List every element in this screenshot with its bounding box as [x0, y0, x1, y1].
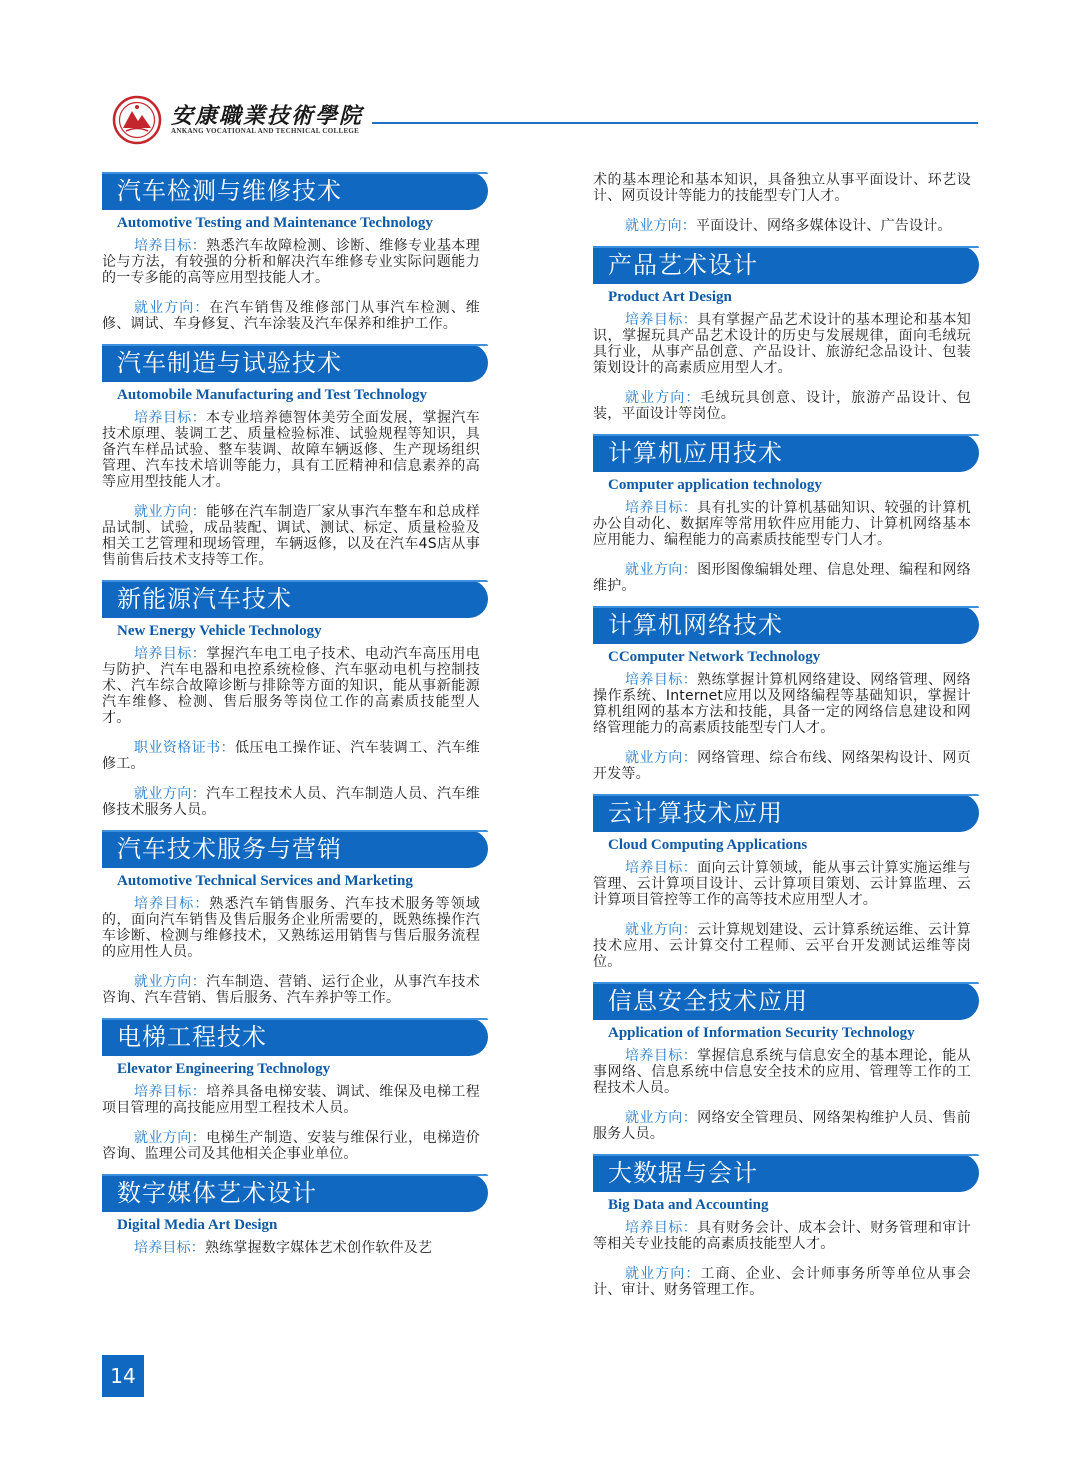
paragraph-label: 就业方向： [134, 1130, 207, 1146]
program-subtitle-en: Application of Information Security Technology [608, 1025, 915, 1041]
program-paragraph [593, 860, 979, 908]
program-subtitle-en: New Energy Vehicle Technology [117, 623, 322, 639]
program-paragraph [102, 646, 488, 726]
program-title-bar [102, 1018, 488, 1056]
program-subtitle-en: CComputer Network Technology [608, 649, 821, 665]
paragraph-label: 就业方向： [625, 922, 698, 938]
page-number: 14 [102, 1355, 144, 1397]
paragraph-label: 就业方向： [625, 390, 701, 406]
program-paragraph [102, 1240, 488, 1256]
paragraph-label: 培养目标： [134, 238, 207, 254]
paragraph-text: 平面设计、网络多媒体设计、广告设计。 [696, 218, 952, 234]
program-paragraph [102, 896, 488, 960]
paragraph-label: 就业方向： [625, 218, 696, 234]
program-subtitle-en: Automotive Technical Services and Marketing [117, 873, 413, 889]
program-section [593, 794, 979, 970]
college-name-en: ANKANG VOCATIONAL AND TECHNICAL COLLEGE [171, 127, 360, 135]
paragraph-label: 培养目标： [134, 896, 210, 912]
program-title-bar [102, 1174, 488, 1212]
program-paragraph [102, 974, 488, 1006]
program-paragraph [593, 218, 979, 234]
program-section [593, 218, 979, 234]
paragraph-text: 网络管理、综合布线、网络架构设计、网页开发等。 [593, 750, 971, 782]
paragraph-label: 培养目标： [134, 1240, 205, 1256]
paragraph-text: 培养具备电梯安装、调试、维保及电梯工程项目管理的高技能应用型工程技术人员。 [102, 1084, 480, 1116]
paragraph-text: 具有财务会计、成本会计、财务管理和审计等相关专业技能的高素质技能型人才。 [593, 1220, 971, 1252]
program-title-bar [102, 580, 488, 618]
paragraph-text: 汽车制造、营销、运行企业，从事汽车技术咨询、汽车营销、售后服务、汽车养护等工作。 [102, 974, 480, 1006]
program-subtitle-en: Computer application technology [608, 477, 822, 493]
paragraph-text: 掌握信息系统与信息安全的基本理论，能从事网络、信息系统中信息安全技术的应用、管理等工作的工程技术人员。 [593, 1048, 971, 1096]
program-section [102, 172, 488, 332]
program-title: 汽车制造与试验技术 [117, 349, 342, 377]
right-column [593, 172, 979, 1310]
paragraph-label: 培养目标： [134, 1084, 207, 1100]
paragraph-text: 电梯生产制造、安装与维保行业，电梯造价咨询、监理公司及其他相关企事业单位。 [102, 1130, 480, 1162]
paragraph-label: 就业方向： [134, 504, 207, 520]
paragraph-text: 熟悉汽车故障检测、诊断、维修专业基本理论与方法，有较强的分析和解决汽车维修专业实际问题能力的一专多能的高等应用型技能人才。 [102, 238, 480, 286]
left-column [102, 172, 488, 1268]
program-paragraph [593, 672, 979, 736]
program-paragraph [102, 300, 488, 332]
program-paragraph [593, 390, 979, 422]
program-title: 数字媒体艺术设计 [117, 1179, 317, 1207]
program-title: 大数据与会计 [608, 1159, 758, 1187]
program-section [102, 1174, 488, 1256]
college-name-cn: 安康職業技術學院 [171, 103, 364, 129]
program-title: 汽车技术服务与营销 [117, 835, 342, 863]
program-section [593, 246, 979, 422]
paragraph-text: 云计算规划建设、云计算系统运维、云计算技术应用、云计算交付工程师、云平台开发测试运维等岗位。 [593, 922, 971, 970]
program-title-bar [102, 172, 488, 210]
program-paragraph [102, 504, 488, 568]
program-paragraph [102, 1084, 488, 1116]
paragraph-text: 熟练掌握计算机网络建设、网络管理、网络操作系统、Internet应用以及网络编程等基础知识，掌握计算机组网的基本方法和技能，具备一定的网络信息建设和网络管理能力的高素质技能型专门人才。 [593, 672, 971, 736]
program-title: 计算机应用技术 [608, 439, 783, 467]
program-title: 电梯工程技术 [117, 1023, 267, 1051]
program-section [593, 606, 979, 782]
program-title: 云计算技术应用 [608, 799, 783, 827]
program-title-bar [593, 606, 979, 644]
paragraph-label: 培养目标： [134, 410, 207, 426]
program-subtitle-en: Product Art Design [608, 289, 732, 305]
paragraph-label: 培养目标： [625, 1220, 698, 1236]
program-title-bar [102, 344, 488, 382]
program-subtitle-en: Automobile Manufacturing and Test Technology [117, 387, 428, 403]
college-emblem-icon [112, 95, 162, 145]
paragraph-text: 网络安全管理员、网络架构维护人员、售前服务人员。 [593, 1110, 971, 1142]
paragraph-text: 在汽车销售及维修部门从事汽车检测、维修、调试、车身修复、汽车涂装及汽车保养和维护工作。 [102, 300, 481, 332]
paragraph-text: 熟悉汽车销售服务、汽车技术服务等领域的，面向汽车销售及售后服务企业所需要的，既熟练操作汽车诊断、检测与维修技术，又熟练运用销售与售后服务流程的应用性人员。 [102, 896, 481, 960]
program-paragraph [593, 1220, 979, 1252]
program-title-bar [593, 434, 979, 472]
program-paragraph [102, 786, 488, 818]
paragraph-text: 工商、企业、会计师事务所等单位从事会计、审计、财务管理工作。 [593, 1266, 972, 1298]
paragraph-label: 就业方向： [134, 300, 210, 316]
program-paragraph [593, 312, 979, 376]
continuation-text: 术的基本理论和基本知识，具备独立从事平面设计、环艺设计、网页设计等能力的技能型专门人才。 [593, 172, 971, 204]
paragraph-text: 能够在汽车制造厂家从事汽车整车和总成样品试制、试验，成品装配、调试、测试、标定、质量检验及相关工艺管理和现场管理，车辆返修，以及在汽车4S店从事售前售后技术支持等工作。 [102, 504, 480, 568]
paragraph-text: 毛绒玩具创意、设计，旅游产品设计、包装，平面设计等岗位。 [593, 390, 972, 422]
paragraph-label: 就业方向： [625, 750, 698, 766]
paragraph-text: 低压电工操作证、汽车装调工、汽车维修工。 [102, 740, 480, 772]
program-subtitle-en: Automotive Testing and Maintenance Technology [117, 215, 433, 231]
program-section [593, 1154, 979, 1298]
program-paragraph [102, 410, 488, 490]
program-section [102, 344, 488, 568]
paragraph-label: 就业方向： [134, 786, 207, 802]
program-section [593, 434, 979, 594]
paragraph-label: 就业方向： [625, 1110, 698, 1126]
program-title-bar [593, 982, 979, 1020]
paragraph-text: 掌握汽车电工电子技术、电动汽车高压用电与防护、汽车电器和电控系统检修、汽车驱动电机与控制技术、汽车综合故障诊断与排除等方面的知识，能从事新能源汽车维修、检测、售后服务等岗位工作的高素质技能型人才。 [102, 646, 480, 726]
paragraph-text: 图形图像编辑处理、信息处理、编程和网络维护。 [593, 562, 971, 594]
paragraph-label: 就业方向： [625, 562, 698, 578]
program-section [593, 982, 979, 1142]
paragraph-label: 就业方向： [134, 974, 207, 990]
paragraph-label: 培养目标： [625, 312, 698, 328]
program-paragraph [593, 1110, 979, 1142]
program-section [102, 830, 488, 1006]
program-paragraph [593, 750, 979, 782]
paragraph-label: 培养目标： [625, 500, 698, 516]
paragraph-label: 培养目标： [625, 860, 698, 876]
program-paragraph [102, 1130, 488, 1162]
program-paragraph [593, 1266, 979, 1298]
program-title-bar [102, 830, 488, 868]
paragraph-label: 培养目标： [625, 672, 698, 688]
program-title-bar [593, 794, 979, 832]
paragraph-text: 汽车工程技术人员、汽车制造人员、汽车维修技术服务人员。 [102, 786, 480, 818]
program-title: 新能源汽车技术 [117, 585, 292, 613]
paragraph-text: 熟练掌握数字媒体艺术创作软件及艺 [205, 1240, 433, 1256]
program-paragraph [593, 1048, 979, 1096]
program-title-bar [593, 246, 979, 284]
program-title: 计算机网络技术 [608, 611, 783, 639]
paragraph-label: 就业方向： [625, 1266, 701, 1282]
paragraph-text: 本专业培养德智体美劳全面发展，掌握汽车技术原理、装调工艺、质量检验标准、试验规程等知识，具备汽车样品试验、整车装调、故障车辆返修、生产现场组织管理、汽车技术培训等能力，具有工匠精神和信息素养的高等应用型技能人才。 [102, 410, 480, 490]
program-paragraph [102, 238, 488, 286]
paragraph-label: 培养目标： [134, 646, 207, 662]
paragraph-label: 职业资格证书： [134, 740, 235, 756]
program-paragraph [593, 500, 979, 548]
program-subtitle-en: Big Data and Accounting [608, 1197, 769, 1213]
program-subtitle-en: Digital Media Art Design [117, 1217, 278, 1233]
program-title: 汽车检测与维修技术 [117, 177, 342, 205]
program-subtitle-en: Cloud Computing Applications [608, 837, 808, 853]
program-title: 信息安全技术应用 [608, 987, 808, 1015]
program-title: 产品艺术设计 [608, 251, 758, 279]
paragraph-text: 面向云计算领域，能从事云计算实施运维与管理、云计算项目设计、云计算项目策划、云计算监理、云计算项目管控等工作的高等技术应用型人才。 [593, 860, 971, 908]
program-section [102, 580, 488, 818]
program-subtitle-en: Elevator Engineering Technology [117, 1061, 331, 1077]
program-paragraph [102, 740, 488, 772]
program-paragraph [593, 922, 979, 970]
paragraph-label: 培养目标： [625, 1048, 698, 1064]
program-title-bar [593, 1154, 979, 1192]
paragraph-text: 具有掌握产品艺术设计的基本理论和基本知识，掌握玩具产品艺术设计的历史与发展规律，面向毛绒玩具行业，从事产品创意、产品设计、旅游纪念品设计、包装策划设计的高素质应用型人才。 [593, 312, 971, 376]
program-section [102, 1018, 488, 1162]
program-paragraph [593, 562, 979, 594]
header-divider [372, 122, 978, 124]
paragraph-text: 具有扎实的计算机基础知识、较强的计算机办公自动化、数据库等常用软件应用能力、计算机网络基本应用能力、编程能力的高素质技能型专门人才。 [593, 500, 971, 548]
